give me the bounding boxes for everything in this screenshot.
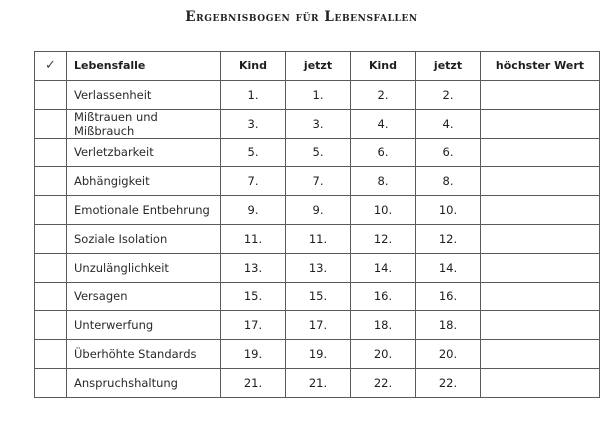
check-column-header: ✓: [35, 52, 67, 81]
check-cell[interactable]: [35, 282, 67, 311]
kind-value-1: 19.: [221, 340, 286, 369]
kind-value-2: 22.: [351, 368, 416, 397]
kind-value-1: 21.: [221, 368, 286, 397]
jetzt-value-2: 16.: [416, 282, 481, 311]
max-value-cell[interactable]: [481, 224, 600, 253]
trap-name: Versagen: [67, 282, 221, 311]
max-value-cell[interactable]: [481, 109, 600, 138]
table-row: [35, 196, 600, 225]
kind-value-1: 11.: [221, 224, 286, 253]
jetzt-column-header-2: jetzt: [416, 52, 481, 81]
check-cell[interactable]: [35, 340, 67, 369]
trap-name: Überhöhte Standards: [67, 340, 221, 369]
trap-name: Unzulänglichkeit: [67, 253, 221, 282]
jetzt-value-2: 14.: [416, 253, 481, 282]
table-row: [35, 340, 600, 369]
max-value-cell[interactable]: [481, 340, 600, 369]
jetzt-value-2: 8.: [416, 167, 481, 196]
jetzt-value-2: 2.: [416, 80, 481, 109]
max-value-column-header: höchster Wert: [481, 52, 600, 81]
kind-column-header-1: Kind: [221, 52, 286, 81]
jetzt-value-1: 1.: [286, 80, 351, 109]
trap-name: Anspruchshaltung: [67, 368, 221, 397]
kind-value-1: 5.: [221, 138, 286, 167]
table-row: [35, 311, 600, 340]
table-row: [35, 80, 600, 109]
check-cell[interactable]: [35, 196, 67, 225]
results-table: [34, 51, 600, 398]
table-row: [35, 282, 600, 311]
table-row: [35, 167, 600, 196]
table-row: [35, 253, 600, 282]
kind-value-1: 7.: [221, 167, 286, 196]
check-cell[interactable]: [35, 311, 67, 340]
jetzt-value-1: 19.: [286, 340, 351, 369]
kind-value-1: 1.: [221, 80, 286, 109]
kind-value-2: 14.: [351, 253, 416, 282]
jetzt-value-2: 20.: [416, 340, 481, 369]
jetzt-value-1: 15.: [286, 282, 351, 311]
kind-value-1: 13.: [221, 253, 286, 282]
check-cell[interactable]: [35, 138, 67, 167]
kind-value-2: 6.: [351, 138, 416, 167]
max-value-cell[interactable]: [481, 138, 600, 167]
check-cell[interactable]: [35, 109, 67, 138]
trap-name: Unterwerfung: [67, 311, 221, 340]
max-value-cell[interactable]: [481, 196, 600, 225]
jetzt-value-1: 3.: [286, 109, 351, 138]
jetzt-value-1: 17.: [286, 311, 351, 340]
max-value-cell[interactable]: [481, 311, 600, 340]
jetzt-value-2: 10.: [416, 196, 481, 225]
kind-value-2: 20.: [351, 340, 416, 369]
kind-value-2: 10.: [351, 196, 416, 225]
jetzt-value-1: 5.: [286, 138, 351, 167]
max-value-cell[interactable]: [481, 368, 600, 397]
jetzt-value-1: 13.: [286, 253, 351, 282]
check-cell[interactable]: [35, 80, 67, 109]
check-cell[interactable]: [35, 368, 67, 397]
table-row: [35, 109, 600, 138]
jetzt-value-1: 11.: [286, 224, 351, 253]
name-column-header: Lebensfalle: [67, 52, 221, 81]
jetzt-value-2: 18.: [416, 311, 481, 340]
trap-name: Verlassenheit: [67, 80, 221, 109]
trap-name: Verletzbarkeit: [67, 138, 221, 167]
kind-column-header-2: Kind: [351, 52, 416, 81]
jetzt-column-header-1: jetzt: [286, 52, 351, 81]
trap-name: Mißtrauen und Mißbrauch: [67, 109, 221, 138]
trap-name: Emotionale Entbehrung: [67, 196, 221, 225]
kind-value-1: 17.: [221, 311, 286, 340]
table-row: [35, 224, 600, 253]
max-value-cell[interactable]: [481, 80, 600, 109]
kind-value-2: 12.: [351, 224, 416, 253]
check-cell[interactable]: [35, 224, 67, 253]
trap-name: Soziale Isolation: [67, 224, 221, 253]
kind-value-2: 16.: [351, 282, 416, 311]
jetzt-value-1: 7.: [286, 167, 351, 196]
table-row: [35, 138, 600, 167]
kind-value-2: 8.: [351, 167, 416, 196]
jetzt-value-2: 12.: [416, 224, 481, 253]
page-title: Ergebnisbogen für Lebensfallen: [185, 9, 418, 25]
kind-value-2: 2.: [351, 80, 416, 109]
kind-value-2: 18.: [351, 311, 416, 340]
header-row: [35, 52, 600, 81]
max-value-cell[interactable]: [481, 253, 600, 282]
check-cell[interactable]: [35, 253, 67, 282]
jetzt-value-1: 9.: [286, 196, 351, 225]
table-row: [35, 368, 600, 397]
trap-name: Abhängigkeit: [67, 167, 221, 196]
jetzt-value-1: 21.: [286, 368, 351, 397]
kind-value-1: 3.: [221, 109, 286, 138]
max-value-cell[interactable]: [481, 167, 600, 196]
check-cell[interactable]: [35, 167, 67, 196]
jetzt-value-2: 4.: [416, 109, 481, 138]
jetzt-value-2: 22.: [416, 368, 481, 397]
jetzt-value-2: 6.: [416, 138, 481, 167]
max-value-cell[interactable]: [481, 282, 600, 311]
kind-value-2: 4.: [351, 109, 416, 138]
kind-value-1: 15.: [221, 282, 286, 311]
kind-value-1: 9.: [221, 196, 286, 225]
